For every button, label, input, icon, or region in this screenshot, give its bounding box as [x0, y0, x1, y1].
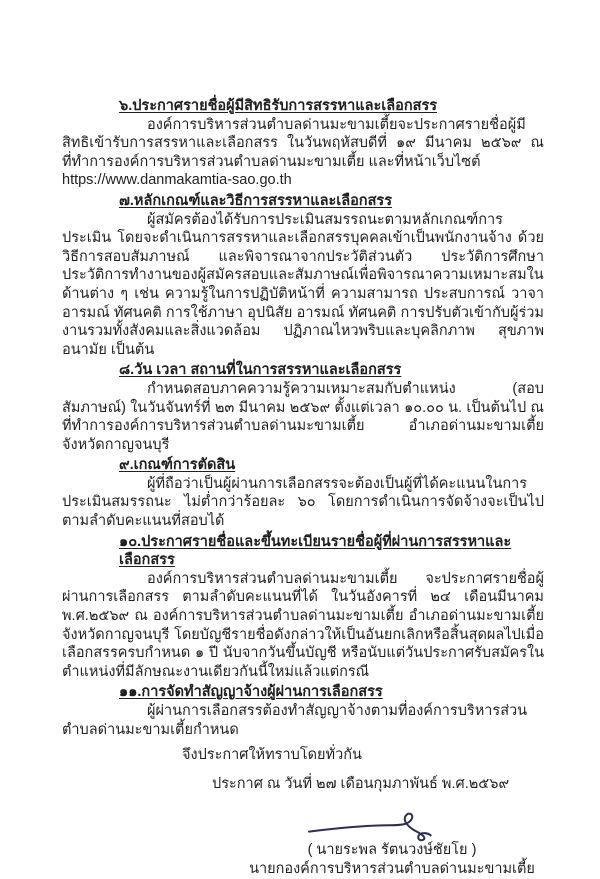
section-9-heading: ๙.เกณฑ์การตัดสิน — [119, 457, 236, 474]
signer-title: นายกองค์การบริหารส่วนตำบลด่านมะขามเตี้ย — [249, 860, 535, 877]
section-10-body: องค์การบริหารส่วนตำบลด่านมะขามเตี้ย จะประกาศรายชื่อผู้ผ่านการเลือกสรร ตามลำดับคะแนนที่ได้ ในวันอังคารที่ ๒๔ เดือนมีนาคม พ.ศ.๒๕๖๙ ณ องค์การบริหารส่วนตำบลด่านมะขามเตี้ย อำเภอด่านมะขามเตี้ย จังหวัดกาญจนบุรี โดยบัญชีรายชื่อดังกล่าวให้เป็นอันยกเลิกหรือสิ้นสุดผลไปเมื่อเลือกสรรครบกำหนด ๑ ปี นับจากวันขึ้นบัญชี หรือนับแต่วันประกาศรับสมัครในตำแหน่งที่มีลักษณะงานเดียวกันนี้ใหม่แล้วแต่กรณี — [62, 570, 544, 680]
section-6-heading: ๖.ประกาศรายชื่อผู้มีสิทธิรับการสรรหาและเลือกสรร — [119, 98, 438, 114]
section-11-body: ผู้ผ่านการเลือกสรรต้องทำสัญญาจ้างตามที่องค์การบริหารส่วนตำบลด่านมะขามเตี้ยกำหนด — [62, 703, 528, 738]
issue-date-line: ประกาศ ณ วันที่ ๒๗ เดือนกุมภาพันธ์ พ.ศ.๒๕๖๙ — [212, 775, 510, 792]
signature-block — [242, 805, 542, 878]
section-7-body: ผู้สมัครต้องได้รับการประเมินสมรรถนะตามหลักเกณฑ์การประเมิน โดยจะดำเนินการสรรหาและเลือกสรรบุคคลเข้าเป็นพนักงานจ้าง ด้วยวิธีการสอบสัมภาษณ์ และพิจารณาจากประวัติส่วนตัว ประวัติการศึกษา ประวัติการทำงานของผู้สมัครสอบและสัมภาษณ์เพื่อพิจารณาความเหมาะสมในด้านต่าง ๆ เช่น ความรู้ในการปฏิบัติหน้าที่ ความสามารถ ประสบการณ์ วาจา อารมณ์ ทัศนคติ การใช้ภาษา อุปนิสัย อารมณ์ ทัศนคติ การปรับตัวเข้ากับผู้ร่วมงานรวมทั้งสังคมและสิ่งแวดล้อม ปฏิภาณไหวพริบและบุคลิกภาพ สุขภาพอนามัย เป็นต้น — [62, 211, 544, 358]
signer-name: ( นายระพล รัตนวงษ์ชัยโย ) — [307, 842, 477, 859]
signature-stroke — [309, 814, 431, 841]
section-11-heading: ๑๑.การจัดทำสัญญาจ้างผู้ผ่านการเลือกสรร — [119, 684, 383, 701]
closing-statement: จึงประกาศให้ทราบโดยทั่วกัน — [182, 747, 362, 764]
website-url: https://www.danmakamtia-sao.go.th — [62, 172, 292, 189]
section-8-body: กำหนดสอบภาคความรู้ความเหมาะสมกับตำแหน่ง (สอบสัมภาษณ์) ในวันจันทร์ที่ ๒๓ มีนาคม ๒๕๖๙ ตั้งแต่เวลา ๑๐.๐๐ น. เป็นต้นไป ณ ที่ทำการองค์การบริหารส่วนตำบลด่านมะขามเตี้ย อำเภอด่านมะขามเตี้ย จังหวัดกาญจนบุรี — [62, 380, 544, 453]
section-10-heading: ๑๐.ประกาศรายชื่อและขึ้นทะเบียนรายชื่อผู้ที่ผ่านการสรรหาและเลือกสรร — [119, 533, 512, 569]
section-8-heading: ๘.วัน เวลา สถานที่ในการสรรหาและเลือกสรร — [119, 362, 402, 379]
section-9-body: ผู้ที่ถือว่าเป็นผู้ผ่านการเลือกสรรจะต้องเป็นผู้ที่ได้คะแนนในการประเมินสมรรถนะ ไม่ต่ำกว่าร้อยละ ๖๐ โดยการดำเนินการจัดจ้างจะเป็นไปตามลำดับคะแนนที่สอบได้ — [62, 475, 544, 530]
section-6-body: องค์การบริหารส่วนตำบลด่านมะขามเตี้ยจะประกาศรายชื่อผู้มีสิทธิเข้ารับการสรรหาและเลือกสรร ในวันพฤหัสบดีที่ ๑๙ มีนาคม ๒๕๖๙ ณ ที่ทำการองค์การบริหารส่วนตำบลด่านมะขามเตี้ย และที่หน้าเว็บไซต์ — [62, 116, 544, 170]
section-7-heading: ๗.หลักเกณฑ์และวิธีการสรรหาและเลือกสรร — [119, 192, 393, 209]
signature-handwriting-icon — [300, 805, 460, 843]
